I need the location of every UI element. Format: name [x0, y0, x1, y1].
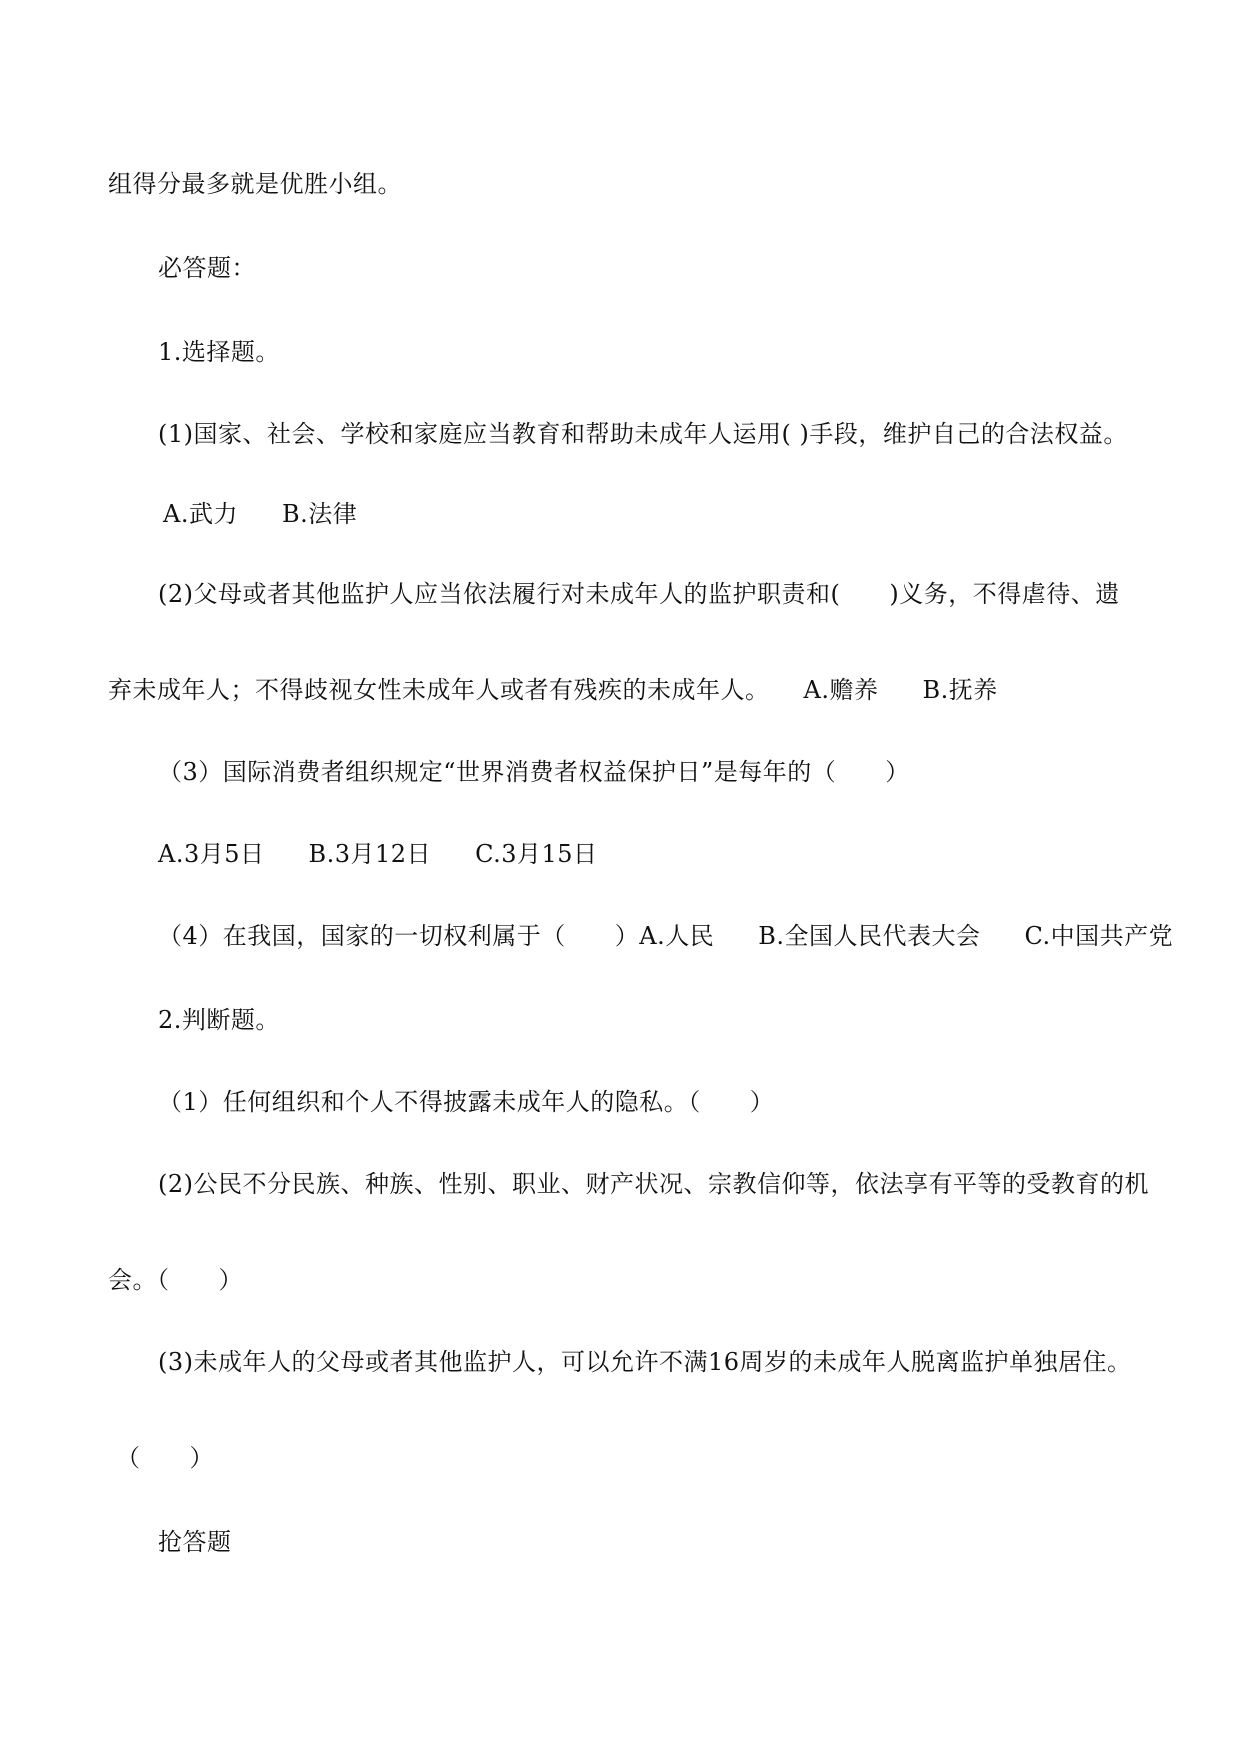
choice-question-2: (2)父母或者其他监护人应当依法履行对未成年人的监护职责和( )义务，不得虐待、遗: [158, 580, 1120, 608]
judgment-question-2-continued: 会。（ ）: [108, 1266, 243, 1294]
section-heading-quick-answer: 抢答题: [158, 1528, 232, 1556]
option-c: C.3月15日: [475, 840, 598, 868]
option-c: C.中国共产党: [1024, 922, 1174, 950]
question-group-choice: 1.选择题。: [158, 338, 280, 366]
choice-question-3: （3）国际消费者组织规定“世界消费者权益保护日”是每年的（ ）: [158, 758, 910, 786]
judgment-question-3-answer-blank: （ ）: [116, 1444, 214, 1472]
choice-question-3-options: [158, 838, 598, 870]
choice-question-4: [158, 920, 1173, 952]
judgment-question-1: （1）任何组织和个人不得披露未成年人的隐私。（ ）: [158, 1088, 775, 1116]
choice-question-1: (1)国家、社会、学校和家庭应当教育和帮助未成年人运用( )手段，维护自己的合法权益。: [158, 420, 1128, 448]
judgment-question-2: (2)公民不分民族、种族、性别、职业、财产状况、宗教信仰等，依法享有平等的受教育的机: [158, 1170, 1149, 1198]
choice-question-1-options: [163, 498, 357, 530]
question-group-judgment: 2.判断题。: [158, 1006, 280, 1034]
question-text-with-option-a: （4）在我国，国家的一切权利属于（ ）A.人民: [158, 922, 715, 950]
paragraph-continuation: 组得分最多就是优胜小组。: [108, 170, 402, 198]
option-b: B.3月12日: [308, 840, 432, 868]
option-a: A.3月5日: [158, 840, 265, 868]
judgment-question-3: (3)未成年人的父母或者其他监护人，可以允许不满16周岁的未成年人脱离监护单独居住。: [158, 1348, 1132, 1376]
option-b: B.法律: [281, 500, 358, 528]
option-a: A.武力: [163, 500, 238, 528]
option-b: B.全国人民代表大会: [758, 922, 981, 950]
option-a: A.赡养: [803, 676, 879, 704]
question-text-continued: 弃未成年人；不得歧视女性未成年人或者有残疾的未成年人。: [108, 676, 770, 704]
option-b: B.抚养: [922, 676, 998, 704]
section-heading-required: 必答题：: [158, 254, 256, 282]
choice-question-2-continued: [108, 674, 998, 706]
